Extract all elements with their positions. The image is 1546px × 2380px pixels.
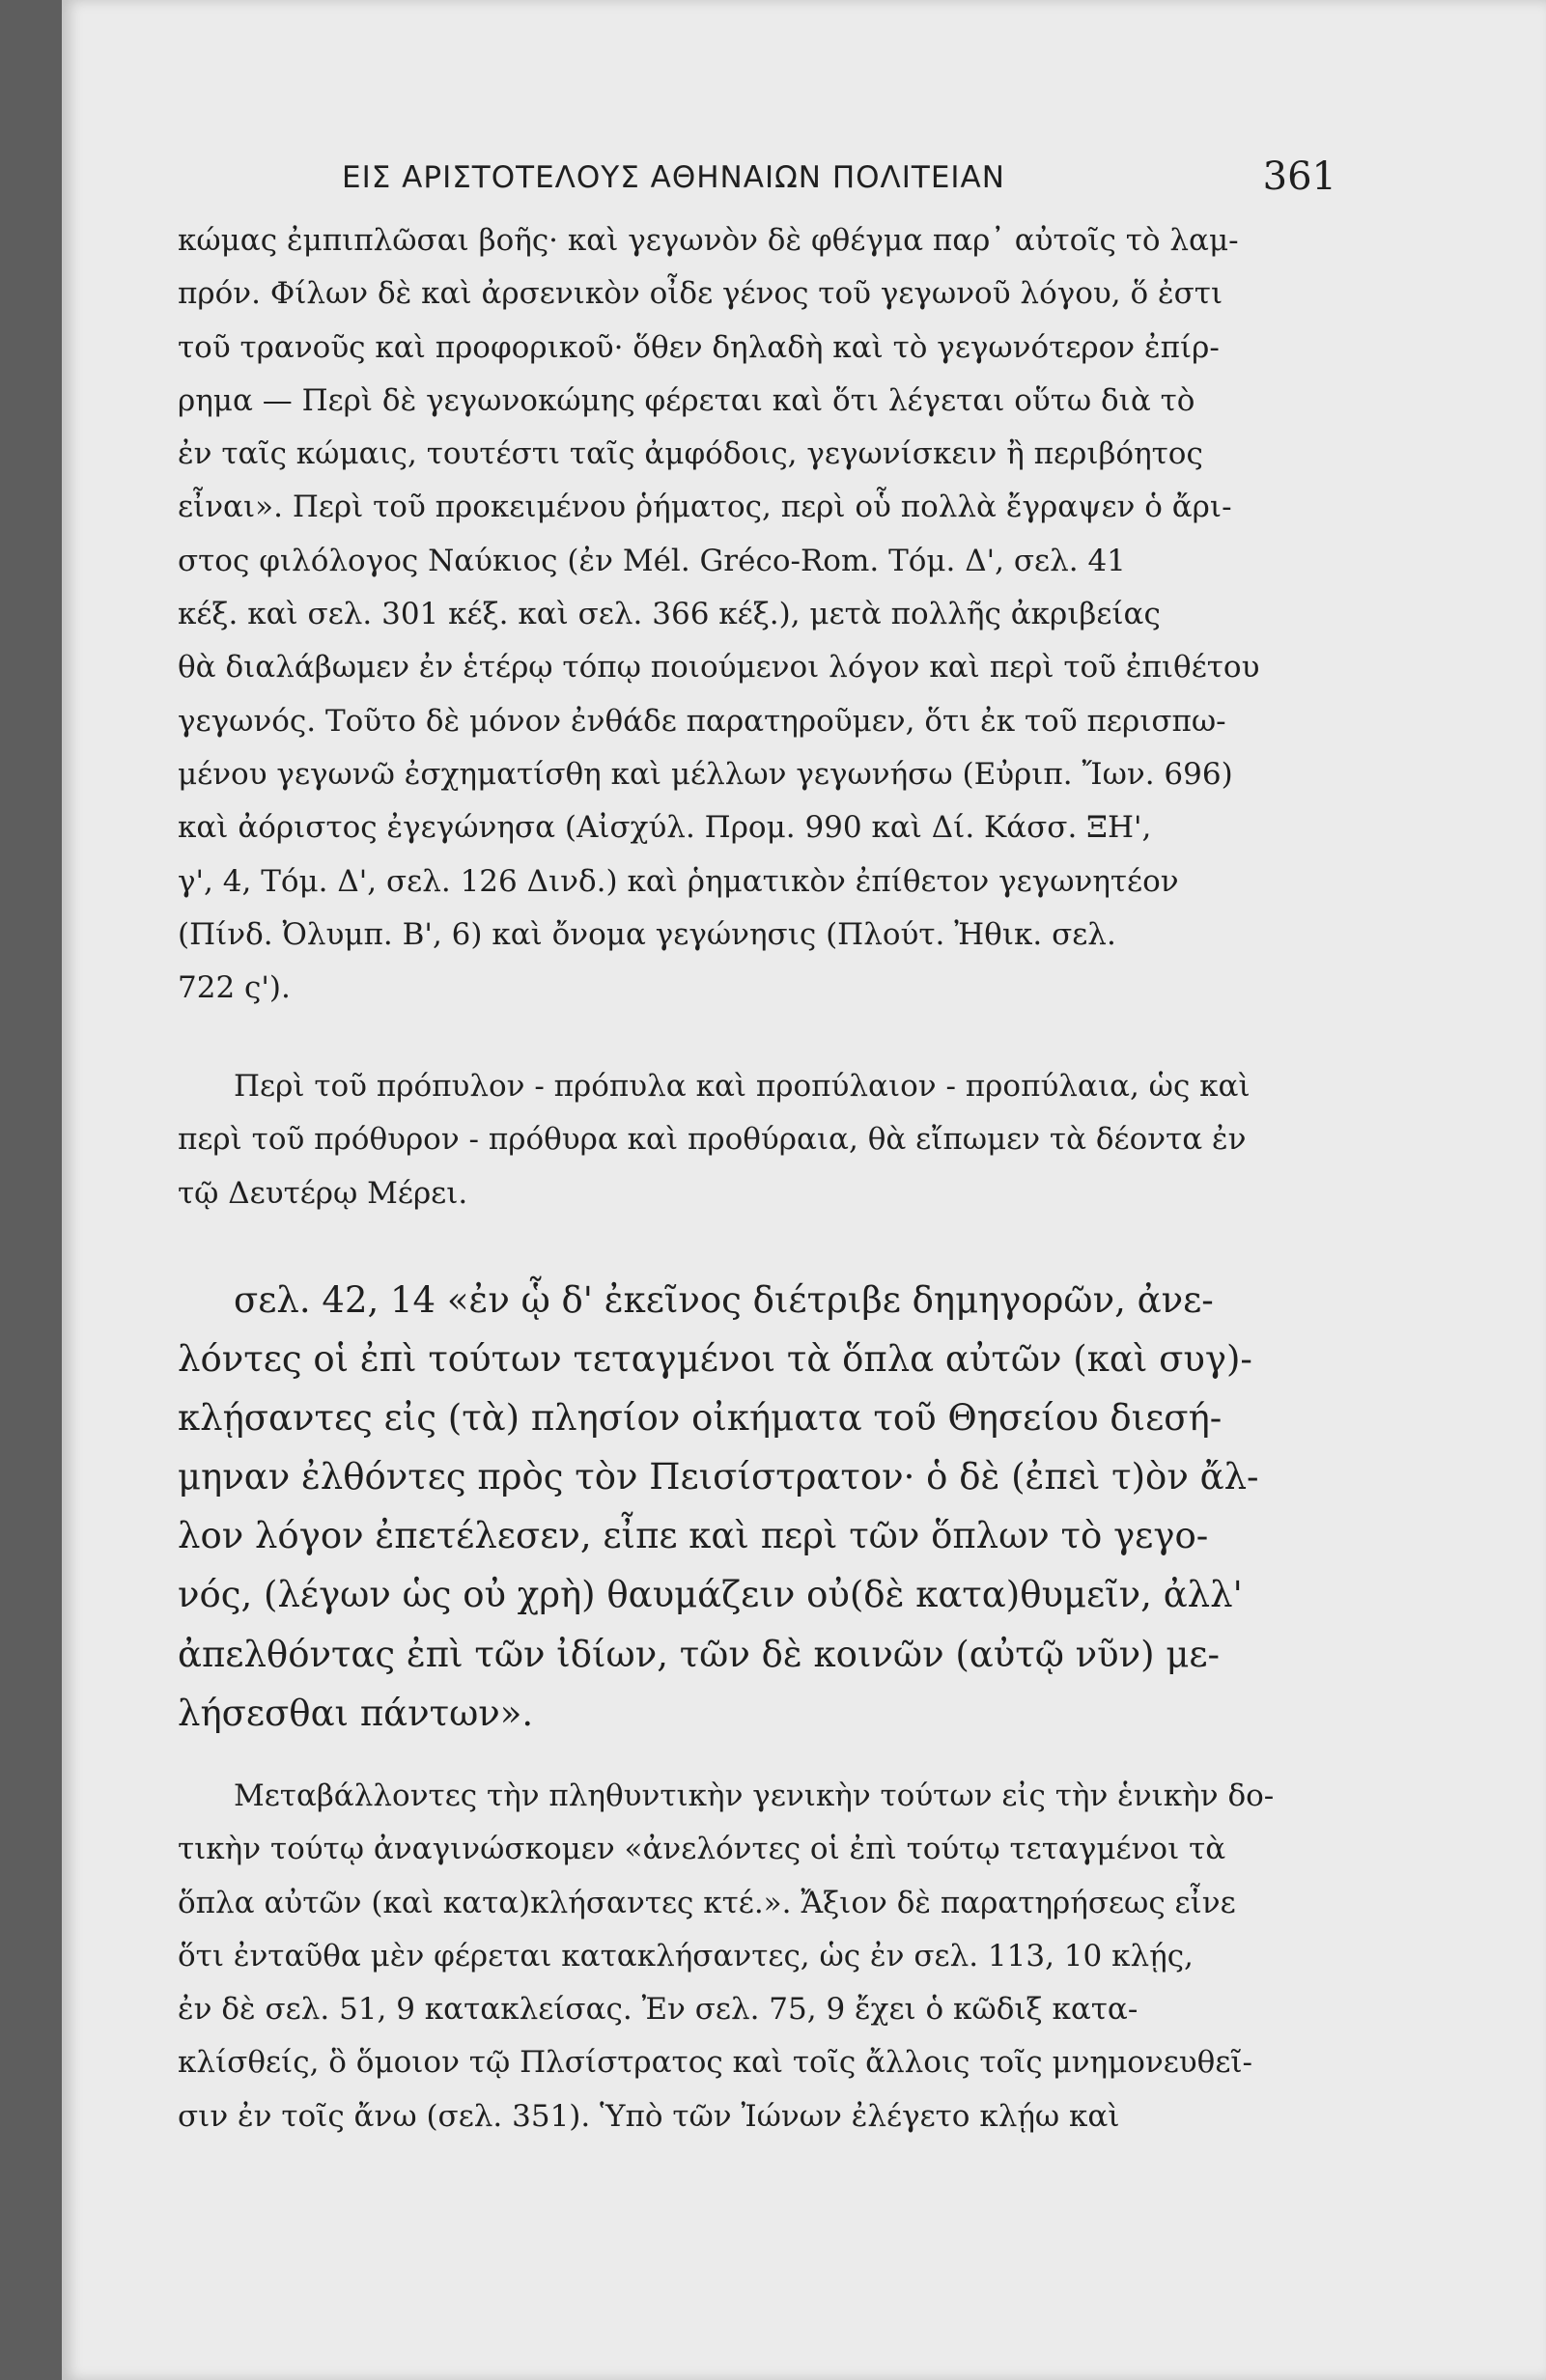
text-line: Περὶ τοῦ πρόπυλον - πρόπυλα καὶ προπύλαιον - προπύλαια, ὡς καὶ xyxy=(234,1069,1251,1104)
page-header xyxy=(342,154,1336,203)
text-line: ρημα — Περὶ δὲ γεγωνοκώμης φέρεται καὶ ὅτι λέγεται οὕτω διὰ τὸ xyxy=(178,382,1195,418)
text-line: νός, (λέγων ὡς οὐ χρὴ) θαυμάζειν οὐ(δὲ κατα)θυμεῖν, ἀλλ' xyxy=(178,1574,1243,1616)
note-paragraph xyxy=(178,1060,1332,1220)
text-line: κώμας ἐμπιπλῶσαι βοῆς· καὶ γεγωνὸν δὲ φθέγμα παρ᾽ αὐτοῖς τὸ λαμ- xyxy=(178,223,1239,258)
text-line: πρόν. Φίλων δὲ καὶ ἀρσενικὸν οἶδε γένος τοῦ γεγωνοῦ λόγου, ὅ ἐστι xyxy=(178,276,1223,312)
text-line: ὅτι ἐνταῦθα μὲν φέρεται κατακλήσαντες, ὡς ἐν σελ. 113, 10 κλῄς, xyxy=(178,1938,1194,1974)
text-line: λον λόγον ἐπετέλεσεν, εἶπε καὶ περὶ τῶν ὅπλων τὸ γεγο- xyxy=(178,1515,1209,1557)
text-line: στος φιλόλογος Ναύκιος (ἐν Mél. Gréco-Rom. Τόμ. Δ', σελ. 41 xyxy=(178,543,1126,578)
footnote-block xyxy=(178,214,1332,1015)
text-line: ἀπελθόντας ἐπὶ τῶν ἰδίων, τῶν δὲ κοινῶν (αὐτῷ νῦν) με- xyxy=(178,1633,1221,1675)
text-line: (Πίνδ. Ὀλυμπ. Β', 6) καὶ ὄνομα γεγώνησις (Πλούτ. Ἠθικ. σελ. xyxy=(178,916,1116,952)
text-line: γεγωνός. Τοῦτο δὲ μόνον ἐνθάδε παρατηροῦμεν, ὅτι ἐκ τοῦ περισπω- xyxy=(178,703,1226,739)
text-line: τοῦ τρανοῦς καὶ προφορικοῦ· ὅθεν δηλαδὴ καὶ τὸ γεγωνότερον ἐπίρ- xyxy=(178,329,1220,365)
text-line: κέξ. καὶ σελ. 301 κέξ. καὶ σελ. 366 κέξ.), μετὰ πολλῆς ἀκριβείας xyxy=(178,597,1161,632)
text-line: μηναν ἐλθόντες πρὸς τὸν Πεισίστρατον· ὁ δὲ (ἐπεὶ τ)ὸν ἄλ- xyxy=(178,1456,1259,1498)
text-line: περὶ τοῦ πρόθυρον - πρόθυρα καὶ προθύραια, θὰ εἴπωμεν τὰ δέοντα ἐν xyxy=(178,1122,1247,1158)
text-line: μένου γεγωνῶ ἐσχηματίσθη καὶ μέλλων γεγωνήσω (Εὐριπ. Ἴων. 696) xyxy=(178,756,1233,792)
text-line: γ', 4, Τόμ. Δ', σελ. 126 Δινδ.) καὶ ῥηματικὸν ἐπίθετον γεγωνητέον xyxy=(178,863,1179,899)
text-line: κλίσθείς, ὃ ὅμοιον τῷ Πλσίστρατος καὶ τοῖς ἄλλοις τοῖς μνημονευθεῖ- xyxy=(178,2045,1253,2081)
text-line: κλῄσαντες εἰς (τὰ) πλησίον οἰκήματα τοῦ Θησείου διεσή- xyxy=(178,1397,1223,1440)
text-line: καὶ ἀόριστος ἐγεγώνησα (Αἰσχύλ. Προμ. 990 καὶ Δί. Κάσσ. ΞΗ', xyxy=(178,810,1152,846)
text-line: εἶναι». Περὶ τοῦ προκειμένου ῥήματος, περὶ οὗ πολλὰ ἔγραψεν ὁ ἄρι- xyxy=(178,490,1232,525)
text-line: ἐν ταῖς κώμαις, τουτέστι ταῖς ἀμφόδοις, γεγωνίσκειν ἢ περιβόητος xyxy=(178,436,1203,472)
quoted-passage xyxy=(178,1271,1332,1743)
text-line: ὅπλα αὐτῶν (καὶ κατα)κλήσαντες κτέ.». Ἄξιον δὲ παρατηρήσεως εἶνε xyxy=(178,1885,1236,1920)
text-line: τῷ Δευτέρῳ Μέρει. xyxy=(178,1175,468,1211)
text-line: θὰ διαλάβωμεν ἐν ἑτέρῳ τόπῳ ποιούμενοι λόγον καὶ περὶ τοῦ ἐπιθέτου xyxy=(178,650,1260,686)
text-line: ἐν δὲ σελ. 51, 9 κατακλείσας. Ἐν σελ. 75, 9 ἔχει ὁ κῶδιξ κατα- xyxy=(178,1992,1138,2028)
page-number: 361 xyxy=(1262,154,1336,199)
text-line: Μεταβάλλοντες τὴν πληθυντικὴν γενικὴν τούτων εἰς τὴν ἑνικὴν δο- xyxy=(234,1778,1275,1813)
text-line: σιν ἐν τοῖς ἄνω (σελ. 351). Ὑπὸ τῶν Ἰώνων ἐλέγετο κλῄω καὶ xyxy=(178,2098,1120,2134)
text-line: 722 ς'). xyxy=(178,970,291,1006)
text-line: τικὴν τούτῳ ἀναγινώσκομεν «ἀνελόντες οἱ ἐπὶ τούτῳ τεταγμένοι τὰ xyxy=(178,1832,1226,1867)
commentary-paragraph xyxy=(178,1770,1332,2143)
running-head: ΕΙΣ ΑΡΙΣΤΟΤΕΛΟΥΣ ΑΘΗΝΑΙΩΝ ΠΟΛΙΤΕΙΑΝ xyxy=(342,160,1005,195)
text-line: σελ. 42, 14 «ἐν ᾧ δ' ἐκεῖνος διέτριβε δημηγορῶν, ἀνε- xyxy=(234,1279,1214,1321)
text-line: λόντες οἱ ἐπὶ τούτων τεταγμένοι τὰ ὅπλα αὐτῶν (καὶ συγ)- xyxy=(178,1338,1252,1381)
book-page xyxy=(62,0,1546,2380)
text-line: λήσεσθαι πάντων». xyxy=(178,1692,534,1734)
